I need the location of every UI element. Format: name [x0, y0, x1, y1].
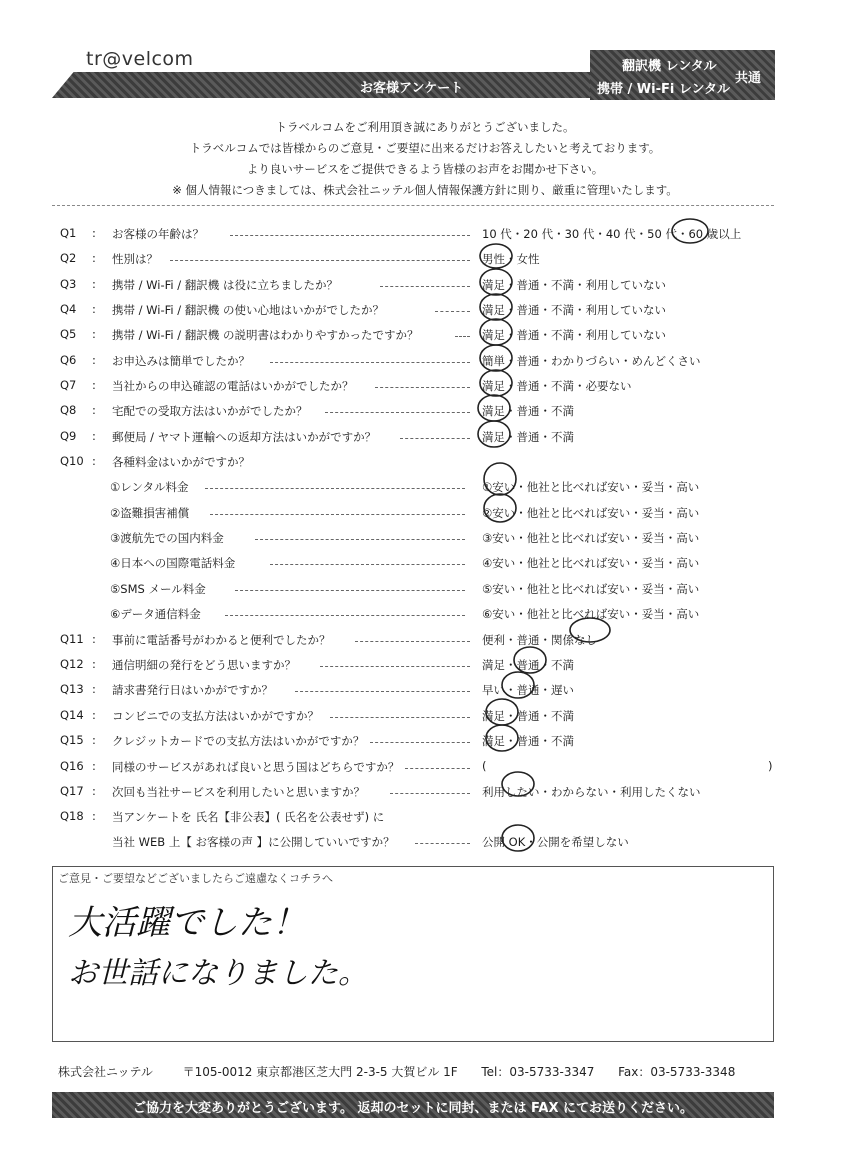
- question-text: お申込みは簡単でしたか？: [112, 354, 250, 368]
- mark-q3: [480, 269, 512, 295]
- question-number: Q5: [60, 327, 77, 341]
- mark-q14: [486, 699, 518, 725]
- q10-item-label: ①レンタル料金: [110, 480, 189, 494]
- q10-item-options: ④安い・他社と比べれば安い・妥当・高い: [482, 556, 700, 570]
- question-text: 性別は？: [112, 252, 158, 266]
- question-number: Q13: [60, 682, 84, 696]
- q10-item-label: ③渡航先での国内料金: [110, 531, 224, 545]
- question-text: クレジットカードでの支払方法はいかがですか？: [112, 734, 365, 748]
- question-options: 10 代・20 代・30 代・40 代・50 代・60 歳以上: [482, 227, 742, 241]
- mark-q7: [480, 370, 512, 396]
- question-number: Q10: [60, 454, 84, 468]
- question-number: Q4: [60, 302, 77, 316]
- intro-line-1: トラベルコムをご利用頂き誠にありがとうございました。: [275, 120, 575, 134]
- question-options: 満足・普通・不満: [482, 734, 574, 748]
- q10-item-label: ⑤SMS メール料金: [110, 582, 206, 596]
- question-text: 当社からの申込確認の電話はいかがでしたか？: [112, 379, 354, 393]
- mark-q6: [480, 345, 512, 371]
- question-text: 携帯 / Wi-Fi / 翻訳機 の説明書はわかりやすかったですか？: [112, 328, 419, 342]
- handwritten-comment-line1: 大活躍でした！: [68, 903, 306, 943]
- q10-item-options: ⑤安い・他社と比べれば安い・妥当・高い: [482, 582, 700, 596]
- question-number: Q1: [60, 226, 77, 240]
- question-options: 満足・普通・不満・利用していない: [482, 303, 666, 317]
- question-options: 満足・普通・不満・利用していない: [482, 278, 666, 292]
- mark-q11: [570, 618, 610, 642]
- page-title: お客様アンケート: [360, 81, 464, 96]
- question-number: Q6: [60, 353, 77, 367]
- question-text: 携帯 / Wi-Fi / 翻訳機 の使い心地はいかがでしたか？: [112, 303, 384, 317]
- question-options-end: ): [768, 759, 773, 773]
- question-number: Q16: [60, 759, 84, 773]
- question-options: 満足・普通・不満: [482, 709, 574, 723]
- question-number: Q8: [60, 403, 77, 417]
- footer-thanks: ご協力を大変ありがとうございます。 返却のセットに同封、または FAX にてお送りください。: [132, 1101, 693, 1116]
- header-right-line1: 翻訳機 レンタル: [622, 59, 717, 74]
- question-text: お客様の年齢は？: [112, 227, 204, 241]
- q10-item-label: ⑥データ通信料金: [110, 607, 201, 621]
- footer-tel: Tel：03-5733-3347: [481, 1065, 595, 1079]
- mark-q4: [480, 294, 512, 320]
- logo: tr@velcom: [86, 48, 194, 70]
- question-text: 当アンケートを 氏名【非公表】( 氏名を公表せず) に: [112, 810, 385, 824]
- mark-q8: [478, 395, 510, 421]
- question-options: 利用したい・わからない・利用したくない: [482, 785, 701, 799]
- question-options: 早い・普通・遅い: [482, 683, 574, 697]
- footer-company: 株式会社ニッテル: [58, 1065, 153, 1079]
- question-text: 当社 WEB 上【 お客様の声 】に公開していいですか？: [112, 835, 395, 849]
- question-options: 満足・普通・不満: [482, 430, 574, 444]
- intro-line-2: トラベルコムでは皆様からのご意見・ご要望に出来るだけお答えしたいと考えております。: [189, 141, 661, 155]
- question-options: 簡単・普通・わかりづらい・めんどくさい: [482, 354, 701, 368]
- mark-q10-1: [484, 463, 516, 495]
- q10-item-label: ②盗難損害補償: [110, 506, 190, 520]
- question-number: Q3: [60, 277, 77, 291]
- question-text: 通信明細の発行をどう思いますか？: [112, 658, 296, 672]
- question-text: 郵便局 / ヤマト運輸への返却方法はいかがですか？: [112, 430, 377, 444]
- mark-q1: [672, 219, 708, 243]
- handwritten-comment-line2: お世話になりました。: [68, 956, 368, 991]
- footer-fax: Fax：03-5733-3348: [618, 1065, 736, 1079]
- question-options: 満足・普通・不満・利用していない: [482, 328, 666, 342]
- mark-q2: [480, 244, 512, 268]
- question-options: (: [482, 759, 487, 773]
- question-text: 各種料金はいかがですか？: [112, 455, 250, 469]
- question-text: 請求書発行日はいかがですか？: [112, 683, 273, 697]
- question-text: 同様のサービスがあれば良いと思う国はどちらですか？: [112, 760, 400, 774]
- q10-item-options: ③安い・他社と比べれば安い・妥当・高い: [482, 531, 700, 545]
- mark-q12: [514, 647, 546, 673]
- question-options: 男性・女性: [482, 252, 540, 266]
- question-number: Q17: [60, 784, 84, 798]
- question-number: Q15: [60, 733, 84, 747]
- mark-q13: [502, 672, 534, 698]
- question-text: 事前に電話番号がわかると便利でしたか？: [112, 633, 331, 647]
- question-text: 次回も当社サービスを利用したいと思いますか？: [112, 785, 365, 799]
- intro-line-4: ※ 個人情報につきましては、株式会社ニッテル個人情報保護方針に則り、厳重に管理いたします。: [172, 183, 678, 197]
- mark-q18: [502, 825, 534, 851]
- q10-item-options: ①安い・他社と比べれば安い・妥当・高い: [482, 480, 700, 494]
- footer-address: 〒105-0012 東京都港区芝大門 2-3-5 大賀ビル 1F: [182, 1065, 458, 1079]
- question-options: 公開 OK・公開を希望しない: [482, 835, 629, 849]
- question-text: 宅配での受取方法はいかがでしたか？: [112, 404, 308, 418]
- mark-q15: [486, 725, 518, 751]
- q10-item-label: ④日本への国際電話料金: [110, 556, 236, 570]
- question-number: Q7: [60, 378, 77, 392]
- header-right-line2: 携帯 / Wi-Fi レンタル: [597, 82, 731, 97]
- question-text: 携帯 / Wi-Fi / 翻訳機 は役に立ちましたか？: [112, 278, 338, 292]
- question-number: Q11: [60, 632, 84, 646]
- question-options: 満足・普通・不満・必要ない: [482, 379, 632, 393]
- question-options: 便利・普通・関係なし: [482, 633, 597, 647]
- mark-q5: [480, 319, 512, 345]
- footer-info: [58, 1063, 735, 1080]
- intro-line-3: より良いサービスをご提供できるよう皆様のお声をお聞かせ下さい。: [246, 162, 604, 176]
- question-number: Q18: [60, 809, 84, 823]
- question-number: Q9: [60, 429, 77, 443]
- question-number: Q12: [60, 657, 84, 671]
- question-number: Q14: [60, 708, 84, 722]
- mark-q17: [502, 772, 534, 796]
- mark-q9: [478, 421, 510, 447]
- question-text: コンビニでの支払方法はいかがですか？: [112, 709, 319, 723]
- comment-label: ご意見・ご要望などございましたらご遠慮なくコチラへ: [58, 872, 333, 885]
- question-number: Q2: [60, 251, 77, 265]
- question-options: 満足・普通・不満: [482, 658, 574, 672]
- q10-item-options: ②安い・他社と比べれば安い・妥当・高い: [482, 506, 700, 520]
- question-options: 満足・普通・不満: [482, 404, 574, 418]
- mark-q10-2: [484, 494, 516, 522]
- header-right-tag: 共通: [735, 71, 762, 86]
- q10-item-options: ⑥安い・他社と比べれば安い・妥当・高い: [482, 607, 700, 621]
